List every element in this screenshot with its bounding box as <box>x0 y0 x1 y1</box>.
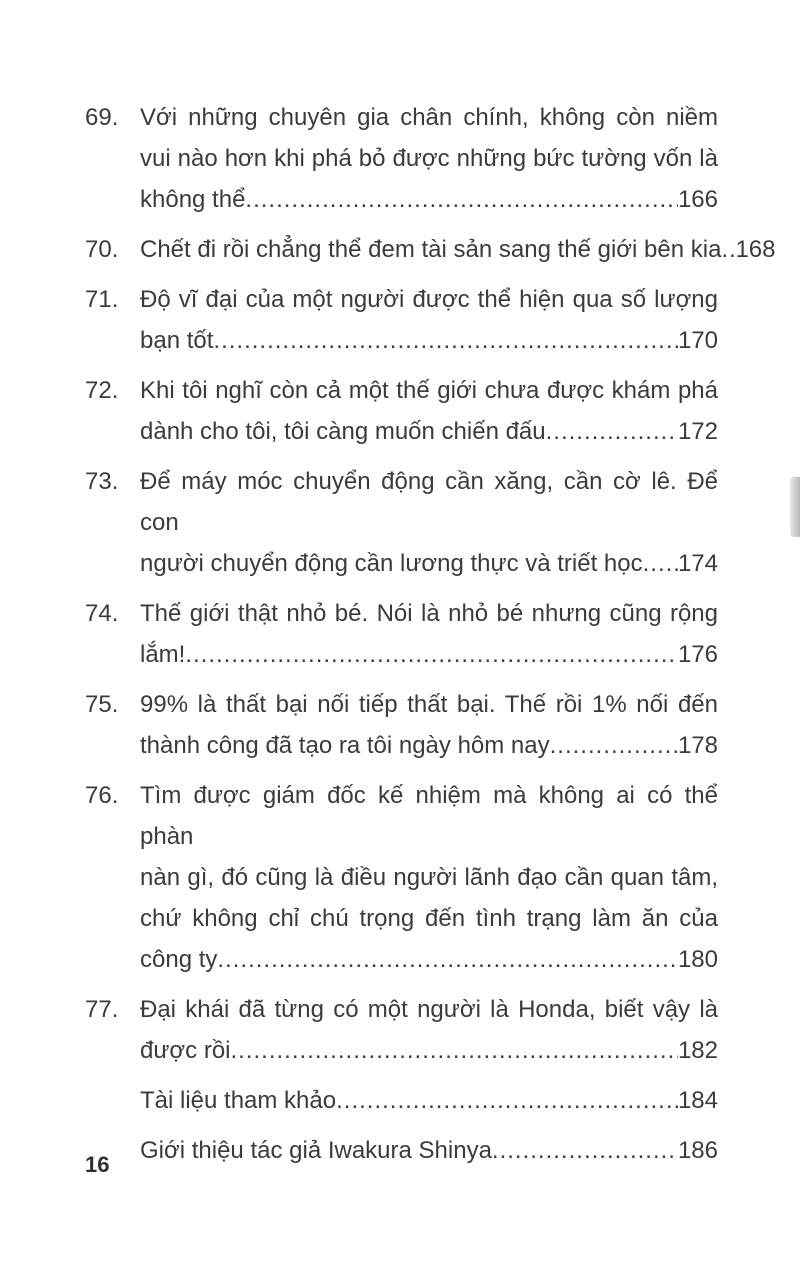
entry-last-text: thành công đã tạo ra tôi ngày hôm nay <box>140 732 550 759</box>
entry-last-text: được rồi <box>140 1037 231 1064</box>
entry-body <box>140 279 718 361</box>
dot-leader <box>245 179 678 220</box>
scan-artifact <box>790 477 800 537</box>
dot-leader <box>492 1130 678 1171</box>
entry-page: 174 <box>677 550 718 577</box>
entry-page: 170 <box>677 327 718 354</box>
entry-line: Thế giới thật nhỏ bé. Nói là nhỏ bé nhưng cũng rộng <box>140 600 718 627</box>
entry-page: 176 <box>677 641 718 668</box>
entry-number: 74. <box>85 600 119 627</box>
entry-body <box>140 775 718 980</box>
entry-page: 184 <box>677 1087 718 1114</box>
toc-entry <box>85 775 718 980</box>
entry-last-line <box>140 320 718 361</box>
entry-body <box>140 229 776 270</box>
entry-page: 168 <box>735 236 776 263</box>
entry-number: 76. <box>85 782 119 809</box>
entry-last-text: công ty <box>140 946 218 973</box>
entry-number: 73. <box>85 468 119 495</box>
dot-leader <box>643 543 678 584</box>
entry-body <box>140 684 718 766</box>
entry-body <box>140 593 718 675</box>
entry-body <box>140 461 718 584</box>
entry-last-line <box>140 411 718 452</box>
entry-line: Với những chuyên gia chân chính, không còn niềm <box>140 104 718 131</box>
toc-entry <box>85 593 718 675</box>
entry-number: 70. <box>85 236 119 263</box>
toc-entry <box>85 1130 718 1171</box>
toc-entry <box>85 229 776 270</box>
page-number: 16 <box>85 1152 110 1177</box>
entry-line: 99% là thất bại nối tiếp thất bại. Thế rồi 1% nối đến <box>140 691 718 718</box>
toc-entry <box>85 461 718 584</box>
entry-line: Đại khái đã từng có một người là Honda, biết vậy là <box>140 996 718 1023</box>
entry-body <box>140 1080 718 1121</box>
dot-leader <box>721 229 735 270</box>
entry-last-line <box>140 939 718 980</box>
entry-page: 186 <box>677 1137 718 1164</box>
dot-leader <box>185 634 678 675</box>
entry-last-text: lắm! <box>140 641 186 668</box>
toc-entry <box>85 989 718 1071</box>
dot-leader <box>217 939 678 980</box>
dot-leader <box>231 1030 678 1071</box>
entry-number: 71. <box>85 286 119 313</box>
entry-page: 182 <box>677 1037 718 1064</box>
toc-entry <box>85 97 718 220</box>
entry-line: Tìm được giám đốc kế nhiệm mà không ai có thể phàn <box>140 782 718 850</box>
entry-last-line <box>140 543 718 584</box>
entry-last-text: người chuyển động cần lương thực và triết học <box>140 550 643 577</box>
entry-number: 72. <box>85 377 119 404</box>
entry-line: vui nào hơn khi phá bỏ được những bức tường vốn là <box>140 145 718 172</box>
entry-last-line <box>140 179 718 220</box>
entry-body <box>140 989 718 1071</box>
entry-page: 172 <box>677 418 718 445</box>
entry-line: Độ vĩ đại của một người được thể hiện qua số lượng <box>140 286 718 313</box>
entry-number: 75. <box>85 691 119 718</box>
dot-leader <box>213 320 678 361</box>
entry-last-line <box>140 1030 718 1071</box>
entry-number: 77. <box>85 996 119 1023</box>
entry-last-line <box>140 634 718 675</box>
toc-entry <box>85 279 718 361</box>
entry-body <box>140 97 718 220</box>
entry-number: 69. <box>85 104 119 131</box>
entry-line: Để máy móc chuyển động cần xăng, cần cờ lê. Để con <box>140 468 718 536</box>
entry-page: 178 <box>677 732 718 759</box>
entry-last-text: dành cho tôi, tôi càng muốn chiến đấu <box>140 418 546 445</box>
entry-line: nàn gì, đó cũng là điều người lãnh đạo cần quan tâm, <box>140 864 718 891</box>
entry-last-text: Tài liệu tham khảo <box>140 1087 337 1114</box>
entry-last-text: không thể <box>140 186 246 213</box>
entry-page: 180 <box>677 946 718 973</box>
toc-entry <box>85 1080 718 1121</box>
entry-last-line <box>140 725 718 766</box>
entry-line: Khi tôi nghĩ còn cả một thế giới chưa được khám phá <box>140 377 718 404</box>
entry-page: 166 <box>677 186 718 213</box>
entry-last-text: Giới thiệu tác giả Iwakura Shinya <box>140 1137 492 1164</box>
dot-leader <box>546 411 678 452</box>
toc-entry <box>85 370 718 452</box>
entry-last-line <box>140 1080 718 1121</box>
entry-line: chứ không chỉ chú trọng đến tình trạng làm ăn của <box>140 905 718 932</box>
entry-last-line <box>140 1130 718 1171</box>
dot-leader <box>550 725 678 766</box>
entry-last-text: Chết đi rồi chẳng thể đem tài sản sang thế giới bên kia <box>140 236 722 263</box>
toc-entry <box>85 684 718 766</box>
entry-number <box>85 1080 140 1121</box>
entry-body <box>140 1130 718 1171</box>
entry-last-line <box>140 229 776 270</box>
toc-list <box>85 97 776 1180</box>
entry-body <box>140 370 718 452</box>
dot-leader <box>336 1080 678 1121</box>
entry-last-text: bạn tốt <box>140 327 214 354</box>
